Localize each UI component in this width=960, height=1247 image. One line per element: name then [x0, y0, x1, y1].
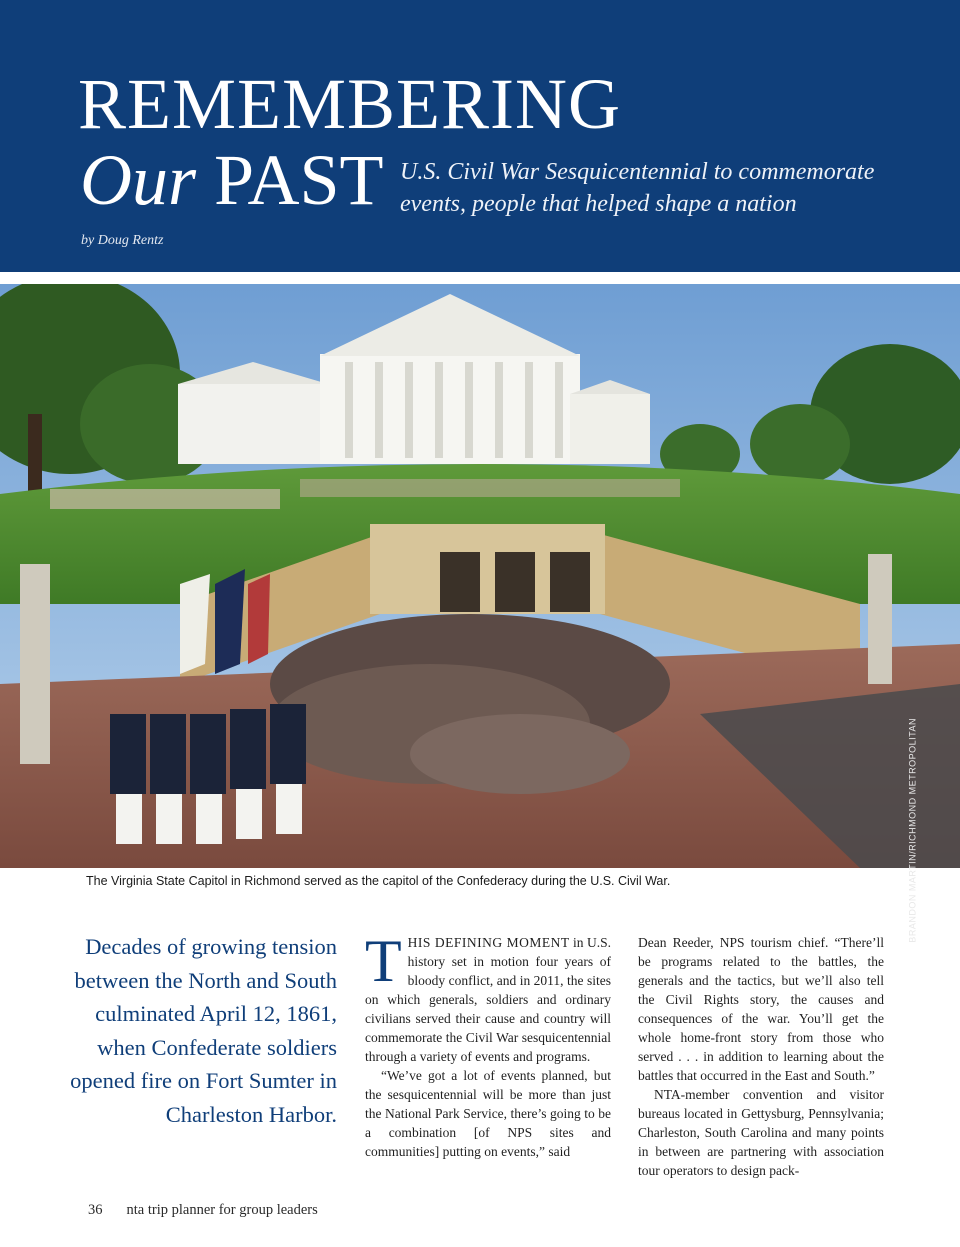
headline-line-2 — [80, 140, 384, 220]
drop-cap: T — [365, 928, 402, 994]
article-paragraph-4: NTA-member convention and visitor bureaus located in Gettysburg, Pennsylvania; Charleston, South Carolina and many points in between are partnering with association tour operators to design pack- — [638, 1087, 884, 1178]
pull-quote: Decades of growing tension between the North and South culminated April 12, 1861, when Confederate soldiers opened fire on Fort Sumter in Charleston Harbor. — [70, 934, 337, 1127]
subtitle — [400, 156, 900, 220]
headline-italic-word: Our — [80, 140, 197, 220]
capitol-photo — [0, 284, 960, 868]
article-paragraph-1 — [365, 928, 612, 1066]
headline-line-1: REMEMBERING — [78, 64, 622, 144]
article-paragraph-3: Dean Reeder, NPS tourism chief. “There’ll be programs related to the battles, the generals and the tactics, but we’ll also tell the Civil Rights story, the causes and consequences of the war. You’ll get the whole home-front story from those who served . . . in addition to learning about the battles that occurred in the East and South.” — [638, 935, 884, 1083]
title-banner — [0, 0, 960, 272]
page-footer — [88, 1202, 318, 1219]
photo-caption: The Virginia State Capitol in Richmond served as the capitol of the Confederacy during the U.S. Civil War. — [86, 874, 671, 888]
subtitle-line-2: events, people that helped shape a nation — [400, 191, 797, 217]
byline: by Doug Rentz — [81, 233, 164, 248]
publication-name: nta trip planner for group leaders — [126, 1202, 318, 1218]
page-number: 36 — [88, 1202, 103, 1218]
headline-word: PAST — [214, 140, 384, 220]
photo-credit: BRANDON MARTIN/RICHMOND METROPOLITAN — [908, 718, 918, 943]
article-column-2 — [638, 933, 884, 1180]
article-column-1 — [365, 928, 612, 1161]
lead-in-caps: HIS DEFINING MOMENT — [407, 935, 570, 950]
paragraph-1-text: in U.S. history set in motion four years of bloody conflict, and in 2011, the sites on which generals, soldiers and ordinary civilians served their cause and country will commemorate the Civil War sesquicentennial through a variety of events and programs. — [365, 935, 612, 1064]
capitol-photo-illustration — [0, 284, 960, 868]
subtitle-line-1: U.S. Civil War Sesquicentennial to commemorate — [400, 159, 875, 185]
article-paragraph-2: “We’ve got a lot of events planned, but the sesquicentennial will be more than just the National Park Service, there’s going to be a combination [of NPS sites and communities] putting on events,” said — [365, 1068, 611, 1159]
